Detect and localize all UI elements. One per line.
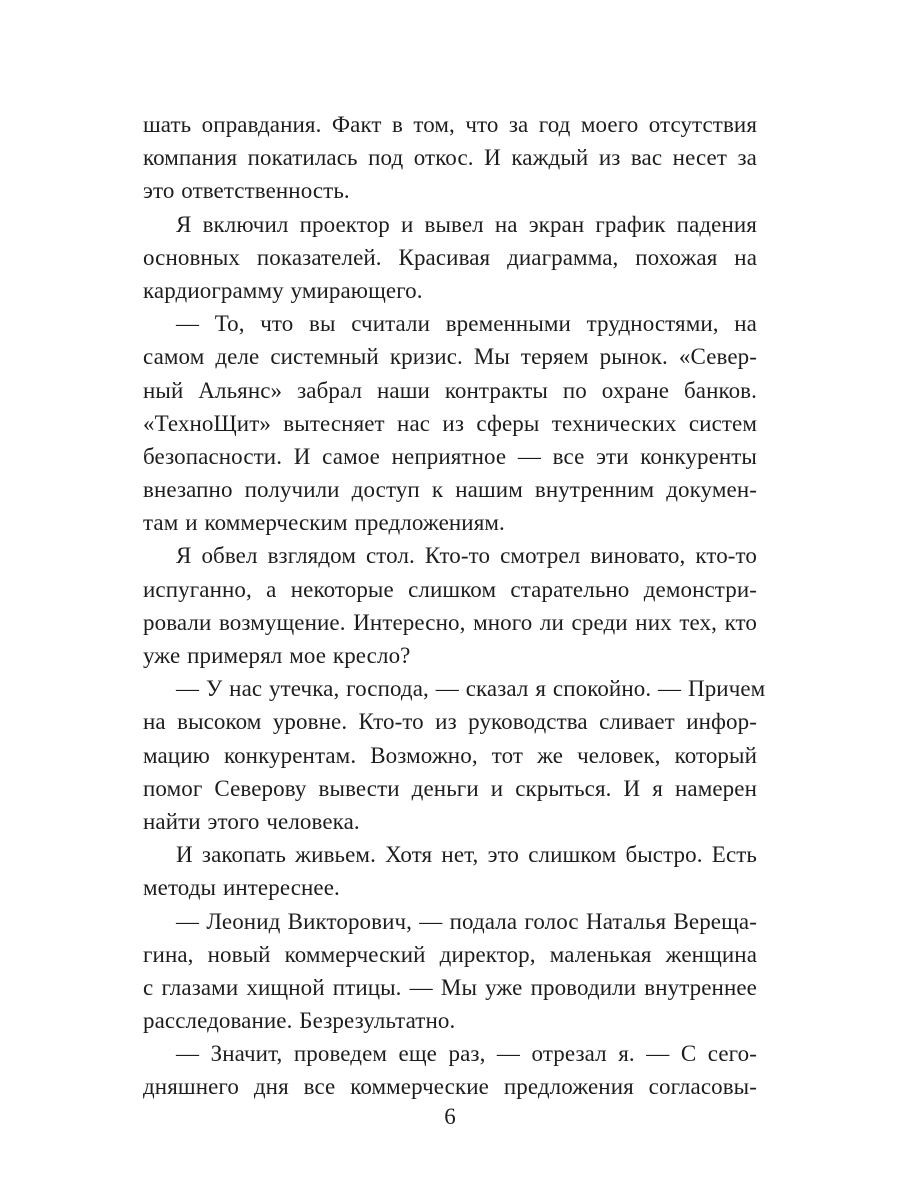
page-number: 6 — [444, 1104, 456, 1129]
text-line: ровали возмущение. Интересно, много ли среди них тех, кто — [143, 609, 757, 635]
text-line: безопасности. И самое неприятное — все эти конкуренты — [143, 443, 757, 469]
text-line: внезапно получили доступ к нашим внутренним докумен- — [143, 477, 757, 503]
text-line: Я обвел взглядом стол. Кто-то смотрел виновато, кто-то — [176, 543, 757, 569]
text-line: ный Альянс» забрал наши контракты по охране банков. — [143, 377, 757, 403]
text-line: мацию конкурентам. Возможно, тот же человек, который — [143, 742, 757, 768]
text-line: И закопать живьем. Хотя нет, это слишком быстро. Есть — [176, 842, 757, 868]
text-line: Я включил проектор и вывел на экран график падения — [176, 211, 757, 237]
text-line: самом деле системный кризис. Мы теряем рынок. «Север- — [143, 344, 757, 370]
text-line: методы интереснее. — [143, 875, 340, 901]
text-line: расследование. Безрезультатно. — [143, 1008, 456, 1034]
text-line: помог Северову вывести деньги и скрыться. И я намерен — [143, 775, 757, 801]
text-line: — То, что вы считали временными трудностями, на — [176, 311, 757, 337]
text-line: дняшнего дня все коммерческие предложения согласовы- — [143, 1074, 757, 1100]
text-line: там и коммерческим предложениям. — [143, 510, 505, 536]
text-line: — Леонид Викторович, — подала голос Наталья Верещa- — [176, 908, 757, 934]
text-line: кардиограмму умирающего. — [143, 277, 423, 303]
text-line: гина, новый коммерческий директор, маленькая женщина — [143, 941, 757, 967]
text-line: найти этого человека. — [143, 808, 360, 834]
text-line: основных показателей. Красивая диаграмма, похожая на — [143, 244, 757, 270]
text-line: «ТехноЩит» вытесняет нас из сферы технических систем — [143, 410, 757, 436]
text-line: шать оправдания. Факт в том, что за год моего отсутствия — [143, 112, 757, 137]
text-line: — У нас утечка, господа, — сказал я спокойно. — Причем — [176, 676, 766, 702]
text-line: компания покатилась под откос. И каждый из вас несет за — [143, 145, 757, 171]
text-line: — Значит, проведем еще раз, — отрезал я. — С сего- — [176, 1041, 757, 1067]
text-line: уже примерял мое кресло? — [143, 643, 411, 668]
text-line: на высоком уровне. Кто-то из руководства сливает инфор- — [143, 709, 757, 735]
body-text — [143, 108, 766, 1104]
text-line: это ответственность. — [143, 178, 350, 204]
text-line: испуганно, а некоторые слишком старательно демонстри- — [143, 576, 757, 602]
text-line: с глазами хищной птицы. — Мы уже проводили внутреннее — [143, 974, 757, 1000]
